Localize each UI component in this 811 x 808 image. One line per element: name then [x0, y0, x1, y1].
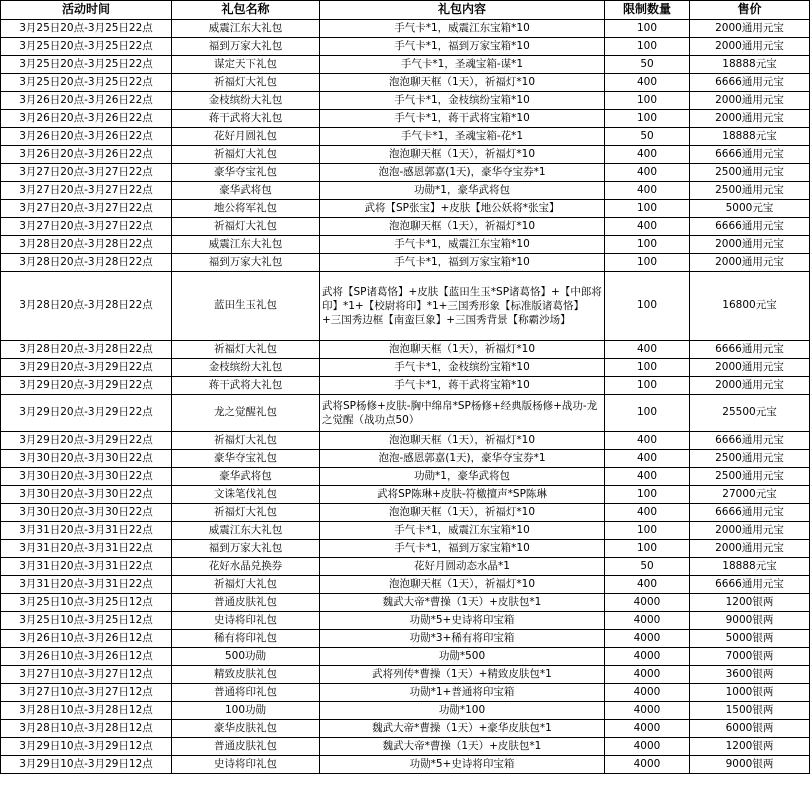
cell-price: 7000银两 — [690, 648, 810, 666]
cell-content: 泡泡聊天框（1天），祈福灯*10 — [320, 74, 605, 92]
cell-time: 3月29日20点-3月29日22点 — [1, 359, 172, 377]
cell-content: 手气卡*1，福到万家宝箱*10 — [320, 38, 605, 56]
cell-limit: 100 — [605, 236, 690, 254]
cell-name: 文诛笔伐礼包 — [172, 486, 320, 504]
cell-content: 泡泡聊天框（1天），祈福灯*10 — [320, 218, 605, 236]
table-row — [1, 594, 810, 612]
cell-time: 3月26日20点-3月26日22点 — [1, 110, 172, 128]
cell-time: 3月27日10点-3月27日12点 — [1, 666, 172, 684]
cell-limit: 100 — [605, 359, 690, 377]
cell-limit: 400 — [605, 218, 690, 236]
table-row — [1, 272, 810, 341]
cell-name: 祈福灯大礼包 — [172, 576, 320, 594]
cell-price: 1000银两 — [690, 684, 810, 702]
cell-time: 3月31日20点-3月31日22点 — [1, 558, 172, 576]
cell-price: 2000通用元宝 — [690, 359, 810, 377]
cell-content: 魏武大帝*曹操（1天）+皮肤包*1 — [320, 738, 605, 756]
table-row — [1, 92, 810, 110]
cell-content: 功勋*1，豪华武将包 — [320, 468, 605, 486]
table-row — [1, 450, 810, 468]
cell-time: 3月26日10点-3月26日12点 — [1, 648, 172, 666]
cell-content: 手气卡*1，威震江东宝箱*10 — [320, 236, 605, 254]
cell-limit: 50 — [605, 56, 690, 74]
cell-name: 威震江东大礼包 — [172, 236, 320, 254]
cell-price: 5000元宝 — [690, 200, 810, 218]
header-content: 礼包内容 — [320, 1, 605, 20]
cell-price: 2000通用元宝 — [690, 92, 810, 110]
table-row — [1, 395, 810, 432]
cell-name: 蒋干武将大礼包 — [172, 377, 320, 395]
table-row — [1, 20, 810, 38]
cell-limit: 4000 — [605, 702, 690, 720]
cell-name: 史诗将印礼包 — [172, 756, 320, 774]
cell-name: 祈福灯大礼包 — [172, 146, 320, 164]
cell-name: 史诗将印礼包 — [172, 612, 320, 630]
table-row — [1, 200, 810, 218]
cell-time: 3月27日20点-3月27日22点 — [1, 218, 172, 236]
header-time: 活动时间 — [1, 1, 172, 20]
cell-limit: 4000 — [605, 666, 690, 684]
cell-name: 金枝缤纷大礼包 — [172, 92, 320, 110]
cell-price: 9000银两 — [690, 756, 810, 774]
cell-time: 3月28日20点-3月28日22点 — [1, 272, 172, 341]
cell-limit: 50 — [605, 558, 690, 576]
cell-content: 功勋*1，豪华武将包 — [320, 182, 605, 200]
cell-limit: 4000 — [605, 630, 690, 648]
cell-time: 3月27日20点-3月27日22点 — [1, 200, 172, 218]
cell-name: 豪华武将包 — [172, 468, 320, 486]
cell-name: 精致皮肤礼包 — [172, 666, 320, 684]
cell-name: 地公将军礼包 — [172, 200, 320, 218]
cell-name: 稀有将印礼包 — [172, 630, 320, 648]
cell-price: 6666通用元宝 — [690, 576, 810, 594]
cell-time: 3月26日10点-3月26日12点 — [1, 630, 172, 648]
cell-time: 3月25日10点-3月25日12点 — [1, 612, 172, 630]
cell-limit: 4000 — [605, 612, 690, 630]
cell-price: 6666通用元宝 — [690, 74, 810, 92]
cell-price: 2000通用元宝 — [690, 522, 810, 540]
cell-limit: 100 — [605, 377, 690, 395]
cell-price: 2500通用元宝 — [690, 450, 810, 468]
cell-price: 2500通用元宝 — [690, 468, 810, 486]
cell-time: 3月31日20点-3月31日22点 — [1, 522, 172, 540]
cell-content: 手气卡*1，金枝缤纷宝箱*10 — [320, 359, 605, 377]
cell-price: 1500银两 — [690, 702, 810, 720]
cell-content: 武将【SP张宝】+皮肤【地公妖将*张宝】 — [320, 200, 605, 218]
cell-limit: 400 — [605, 468, 690, 486]
table-row — [1, 377, 810, 395]
cell-price: 2000通用元宝 — [690, 254, 810, 272]
cell-price: 18888元宝 — [690, 128, 810, 146]
table-row — [1, 128, 810, 146]
cell-time: 3月28日20点-3月28日22点 — [1, 341, 172, 359]
cell-time: 3月31日20点-3月31日22点 — [1, 540, 172, 558]
table-row — [1, 341, 810, 359]
cell-name: 花好月圆礼包 — [172, 128, 320, 146]
cell-name: 威震江东大礼包 — [172, 522, 320, 540]
table-row — [1, 254, 810, 272]
cell-name: 福到万家大礼包 — [172, 38, 320, 56]
cell-content: 泡泡-感恩郭嘉(1天)，豪华夺宝券*1 — [320, 450, 605, 468]
table-row — [1, 146, 810, 164]
table-row — [1, 359, 810, 377]
cell-content: 功勋*1+普通将印宝箱 — [320, 684, 605, 702]
cell-content: 功勋*100 — [320, 702, 605, 720]
table-row — [1, 56, 810, 74]
table-row — [1, 504, 810, 522]
cell-price: 9000银两 — [690, 612, 810, 630]
cell-time: 3月28日20点-3月28日22点 — [1, 236, 172, 254]
cell-content: 泡泡聊天框（1天），祈福灯*10 — [320, 504, 605, 522]
cell-name: 500功勋 — [172, 648, 320, 666]
cell-time: 3月29日20点-3月29日22点 — [1, 395, 172, 432]
cell-time: 3月31日20点-3月31日22点 — [1, 576, 172, 594]
table-row — [1, 702, 810, 720]
cell-name: 蓝田生玉礼包 — [172, 272, 320, 341]
table-row — [1, 540, 810, 558]
table-row — [1, 218, 810, 236]
header-price: 售价 — [690, 1, 810, 20]
cell-price: 5000银两 — [690, 630, 810, 648]
cell-price: 2500通用元宝 — [690, 164, 810, 182]
cell-content: 泡泡-感恩郭嘉(1天)，豪华夺宝券*1 — [320, 164, 605, 182]
cell-name: 普通将印礼包 — [172, 684, 320, 702]
cell-time: 3月28日10点-3月28日12点 — [1, 702, 172, 720]
cell-time: 3月25日20点-3月25日22点 — [1, 56, 172, 74]
table-row — [1, 486, 810, 504]
cell-limit: 400 — [605, 432, 690, 450]
table-row — [1, 630, 810, 648]
cell-content: 泡泡聊天框（1天），祈福灯*10 — [320, 432, 605, 450]
cell-limit: 100 — [605, 92, 690, 110]
cell-name: 祈福灯大礼包 — [172, 74, 320, 92]
table-row — [1, 684, 810, 702]
cell-time: 3月25日20点-3月25日22点 — [1, 74, 172, 92]
cell-price: 2000通用元宝 — [690, 20, 810, 38]
cell-price: 2000通用元宝 — [690, 236, 810, 254]
cell-time: 3月27日20点-3月27日22点 — [1, 164, 172, 182]
cell-price: 3600银两 — [690, 666, 810, 684]
cell-time: 3月29日10点-3月29日12点 — [1, 756, 172, 774]
table-row — [1, 522, 810, 540]
cell-limit: 400 — [605, 504, 690, 522]
table-row — [1, 110, 810, 128]
cell-content: 手气卡*1，金枝缤纷宝箱*10 — [320, 92, 605, 110]
cell-limit: 400 — [605, 450, 690, 468]
cell-content: 泡泡聊天框（1天），祈福灯*10 — [320, 576, 605, 594]
cell-price: 2000通用元宝 — [690, 110, 810, 128]
cell-time: 3月30日20点-3月30日22点 — [1, 486, 172, 504]
cell-price: 6666通用元宝 — [690, 218, 810, 236]
cell-price: 6666通用元宝 — [690, 146, 810, 164]
cell-name: 祈福灯大礼包 — [172, 504, 320, 522]
cell-limit: 400 — [605, 164, 690, 182]
cell-content: 泡泡聊天框（1天），祈福灯*10 — [320, 341, 605, 359]
cell-name: 豪华夺宝礼包 — [172, 450, 320, 468]
cell-price: 2500通用元宝 — [690, 182, 810, 200]
cell-price: 1200银两 — [690, 738, 810, 756]
cell-price: 1200银两 — [690, 594, 810, 612]
cell-name: 祈福灯大礼包 — [172, 432, 320, 450]
table-row — [1, 756, 810, 774]
cell-price: 27000元宝 — [690, 486, 810, 504]
table-row — [1, 576, 810, 594]
cell-content: 手气卡*1，福到万家宝箱*10 — [320, 254, 605, 272]
cell-time: 3月30日20点-3月30日22点 — [1, 468, 172, 486]
cell-name: 豪华皮肤礼包 — [172, 720, 320, 738]
table-row — [1, 558, 810, 576]
cell-content: 手气卡*1，威震江东宝箱*10 — [320, 522, 605, 540]
cell-price: 18888元宝 — [690, 558, 810, 576]
cell-content: 武将【SP诸葛恪】+皮肤【蓝田生玉*SP诸葛恪】+【中郎将印】*1+【校尉将印】*1+三国秀形象【标准版诸葛恪】+三国秀边框【南蛮巨象】+三国秀背景【称霸沙场】 — [320, 272, 605, 341]
cell-name: 祈福灯大礼包 — [172, 341, 320, 359]
cell-price: 2000通用元宝 — [690, 38, 810, 56]
cell-limit: 100 — [605, 38, 690, 56]
cell-content: 功勋*5+史诗将印宝箱 — [320, 612, 605, 630]
cell-name: 花好水晶兑换券 — [172, 558, 320, 576]
cell-time: 3月30日20点-3月30日22点 — [1, 504, 172, 522]
cell-name: 豪华夺宝礼包 — [172, 164, 320, 182]
cell-limit: 4000 — [605, 684, 690, 702]
table-row — [1, 236, 810, 254]
cell-name: 100功勋 — [172, 702, 320, 720]
header-limit: 限制数量 — [605, 1, 690, 20]
cell-limit: 400 — [605, 341, 690, 359]
cell-limit: 50 — [605, 128, 690, 146]
cell-content: 花好月圆动态水晶*1 — [320, 558, 605, 576]
cell-time: 3月30日20点-3月30日22点 — [1, 450, 172, 468]
cell-price: 2000通用元宝 — [690, 377, 810, 395]
cell-name: 福到万家大礼包 — [172, 254, 320, 272]
cell-content: 手气卡*1，圣魂宝箱-谋*1 — [320, 56, 605, 74]
cell-name: 龙之觉醒礼包 — [172, 395, 320, 432]
cell-limit: 100 — [605, 522, 690, 540]
table-row — [1, 666, 810, 684]
cell-content: 手气卡*1，蒋干武将宝箱*10 — [320, 377, 605, 395]
cell-name: 金枝缤纷大礼包 — [172, 359, 320, 377]
cell-price: 6666通用元宝 — [690, 432, 810, 450]
cell-price: 25500元宝 — [690, 395, 810, 432]
cell-content: 功勋*5+史诗将印宝箱 — [320, 756, 605, 774]
cell-name: 豪华武将包 — [172, 182, 320, 200]
table-row — [1, 74, 810, 92]
cell-limit: 100 — [605, 110, 690, 128]
cell-limit: 100 — [605, 486, 690, 504]
cell-content: 手气卡*1，蒋干武将宝箱*10 — [320, 110, 605, 128]
table-row — [1, 720, 810, 738]
cell-name: 普通皮肤礼包 — [172, 594, 320, 612]
header-row — [1, 1, 810, 20]
cell-time: 3月26日20点-3月26日22点 — [1, 92, 172, 110]
table-row — [1, 612, 810, 630]
cell-content: 手气卡*1，福到万家宝箱*10 — [320, 540, 605, 558]
cell-limit: 400 — [605, 146, 690, 164]
cell-price: 16800元宝 — [690, 272, 810, 341]
cell-limit: 100 — [605, 200, 690, 218]
cell-content: 手气卡*1，威震江东宝箱*10 — [320, 20, 605, 38]
cell-limit: 100 — [605, 272, 690, 341]
cell-time: 3月28日20点-3月28日22点 — [1, 254, 172, 272]
cell-name: 蒋干武将大礼包 — [172, 110, 320, 128]
cell-name: 普通皮肤礼包 — [172, 738, 320, 756]
cell-time: 3月26日20点-3月26日22点 — [1, 146, 172, 164]
table-row — [1, 432, 810, 450]
table-row — [1, 164, 810, 182]
cell-limit: 100 — [605, 540, 690, 558]
cell-content: 武将SP杨修+皮肤-胸中绵帛*SP杨修+经典版杨修+战功-龙之觉醒（战功点50） — [320, 395, 605, 432]
header-name: 礼包名称 — [172, 1, 320, 20]
table-row — [1, 38, 810, 56]
cell-time: 3月25日20点-3月25日22点 — [1, 38, 172, 56]
cell-limit: 400 — [605, 74, 690, 92]
table-row — [1, 182, 810, 200]
cell-content: 魏武大帝*曹操（1天）+皮肤包*1 — [320, 594, 605, 612]
cell-time: 3月29日10点-3月29日12点 — [1, 738, 172, 756]
cell-limit: 4000 — [605, 594, 690, 612]
cell-time: 3月27日10点-3月27日12点 — [1, 684, 172, 702]
cell-time: 3月29日20点-3月29日22点 — [1, 432, 172, 450]
cell-price: 6000银两 — [690, 720, 810, 738]
cell-price: 2000通用元宝 — [690, 540, 810, 558]
cell-content: 魏武大帝*曹操（1天）+豪华皮肤包*1 — [320, 720, 605, 738]
cell-limit: 100 — [605, 20, 690, 38]
cell-name: 谋定天下礼包 — [172, 56, 320, 74]
cell-price: 18888元宝 — [690, 56, 810, 74]
cell-time: 3月26日20点-3月26日22点 — [1, 128, 172, 146]
cell-limit: 100 — [605, 395, 690, 432]
cell-limit: 4000 — [605, 756, 690, 774]
cell-content: 功勋*500 — [320, 648, 605, 666]
table-row — [1, 648, 810, 666]
cell-name: 福到万家大礼包 — [172, 540, 320, 558]
cell-limit: 100 — [605, 254, 690, 272]
cell-price: 6666通用元宝 — [690, 341, 810, 359]
cell-content: 武将SP陈琳+皮肤-符檄擅声*SP陈琳 — [320, 486, 605, 504]
cell-time: 3月27日20点-3月27日22点 — [1, 182, 172, 200]
table-body — [1, 20, 810, 774]
table-row — [1, 468, 810, 486]
cell-content: 手气卡*1，圣魂宝箱-花*1 — [320, 128, 605, 146]
cell-content: 泡泡聊天框（1天），祈福灯*10 — [320, 146, 605, 164]
cell-time: 3月28日10点-3月28日12点 — [1, 720, 172, 738]
cell-content: 武将列传*曹操（1天）+精致皮肤包*1 — [320, 666, 605, 684]
cell-name: 威震江东大礼包 — [172, 20, 320, 38]
table-row — [1, 738, 810, 756]
cell-price: 6666通用元宝 — [690, 504, 810, 522]
cell-time: 3月25日10点-3月25日12点 — [1, 594, 172, 612]
cell-limit: 4000 — [605, 720, 690, 738]
cell-time: 3月29日20点-3月29日22点 — [1, 377, 172, 395]
cell-time: 3月25日20点-3月25日22点 — [1, 20, 172, 38]
cell-limit: 4000 — [605, 648, 690, 666]
cell-limit: 400 — [605, 576, 690, 594]
cell-limit: 4000 — [605, 738, 690, 756]
cell-limit: 400 — [605, 182, 690, 200]
cell-content: 功勋*3+稀有将印宝箱 — [320, 630, 605, 648]
cell-name: 祈福灯大礼包 — [172, 218, 320, 236]
